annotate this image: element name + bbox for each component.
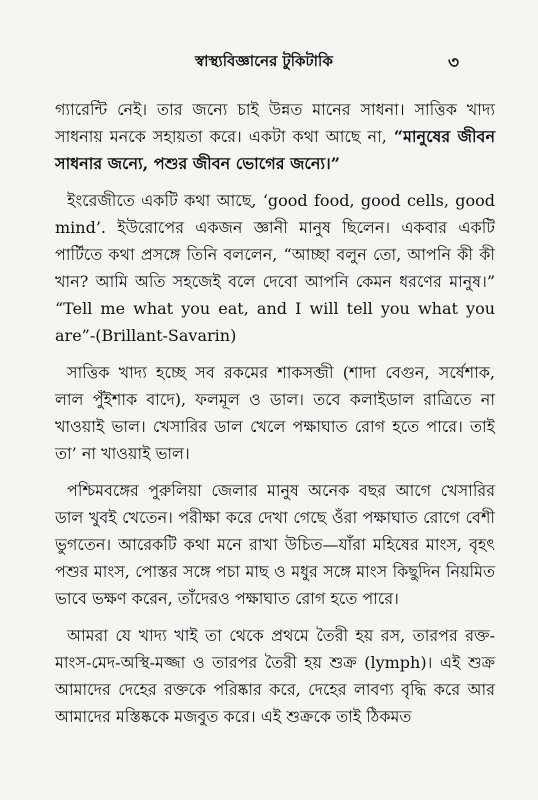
paragraph-1-text: গ্যারেন্টি নেই। তার জন্যে চাই উন্নত মানের সাধনা। সাত্তিক খাদ্য সাধনায় মনকে সহায়তা করে। একটা কথা আছে না, <box>55 100 495 146</box>
paragraph-2 <box>55 187 495 349</box>
page-header <box>0 48 538 78</box>
paragraph-1 <box>55 96 495 177</box>
paragraph-5 <box>55 622 495 730</box>
paragraph-3-text: সাত্তিক খাদ্য হচ্ছে সব রকমের শাকসব্জী (শাদা বেগুন, সর্ষেশাক, লাল পুঁইশাক বাদে), ফলমূল ও ডাল। তবে কলাইডাল রাত্রিতে না খাওয়াই ভাল। খেসারির ডাল খেলে পক্ষাঘাত রোগ হতে পারে। তাই তা’ না খাওয়াই ভাল। <box>55 363 495 463</box>
paragraph-3 <box>55 359 495 467</box>
paragraph-5-text: আমরা যে খাদ্য খাই তা থেকে প্রথমে তৈরী হয় রস, তারপর রক্ত-মাংস-মেদ-অস্থি-মজ্জা ও তারপর তৈরী হয় শুক্র (lymph)। এই শুক্র আমাদের দেহের রক্তকে পরিষ্কার করে, দেহের লাবণ্য বৃদ্ধি করে আর আমাদের মস্তিষ্ককে মজবুত করে। এই শুক্রকে তাই ঠিকমত <box>55 626 495 726</box>
running-title: স্বাস্থ্যবিজ্ঞানের টুকিটাকি <box>195 52 333 70</box>
paragraph-2-text: ইংরেজীতে একটি কথা আছে, ‘good food, good cells, good mind’. ইউরোপের একজন জ্ঞানী মানুষ ছিলেন। একবার একটি পার্টিতে কথা প্রসঙ্গে তিনি বললেন, “আচ্ছা বলুন তো, আপনি কী কী খান? আমি অতি সহজেই বলে দেবো আপনি কেমন ধরণের মানুষ।” “Tell me what you eat, and I will tell you what you are”-(Brillant-Savarin) <box>55 191 495 345</box>
paragraph-1-bold-quote: “মানুষের জীবন সাধনার জন্যে, পশুর জীবন ভোগের জন্যে।” <box>55 127 495 173</box>
paragraph-4-text: পশ্চিমবঙ্গের পুরুলিয়া জেলার মানুষ অনেক বছর আগে খেসারির ডাল খুবই খেতেন। পরীক্ষা করে দেখা গেছে ওঁরা পক্ষাঘাত রোগে বেশী ভুগতেন। আরেকটি কথা মনে রাখা উচিত—যাঁরা মহিষের মাংস, বৃহৎ পশুর মাংস, পোস্তর সঙ্গে পচা মাছ ও মধুর সঙ্গে মাংস কিছুদিন নিয়মিত ভাবে ভক্ষণ করেন, তাঁদেরও পক্ষাঘাত রোগ হতে পারে। <box>55 481 495 608</box>
body-text <box>55 96 495 740</box>
page-number: ৩ <box>448 53 460 73</box>
paragraph-4 <box>55 477 495 612</box>
